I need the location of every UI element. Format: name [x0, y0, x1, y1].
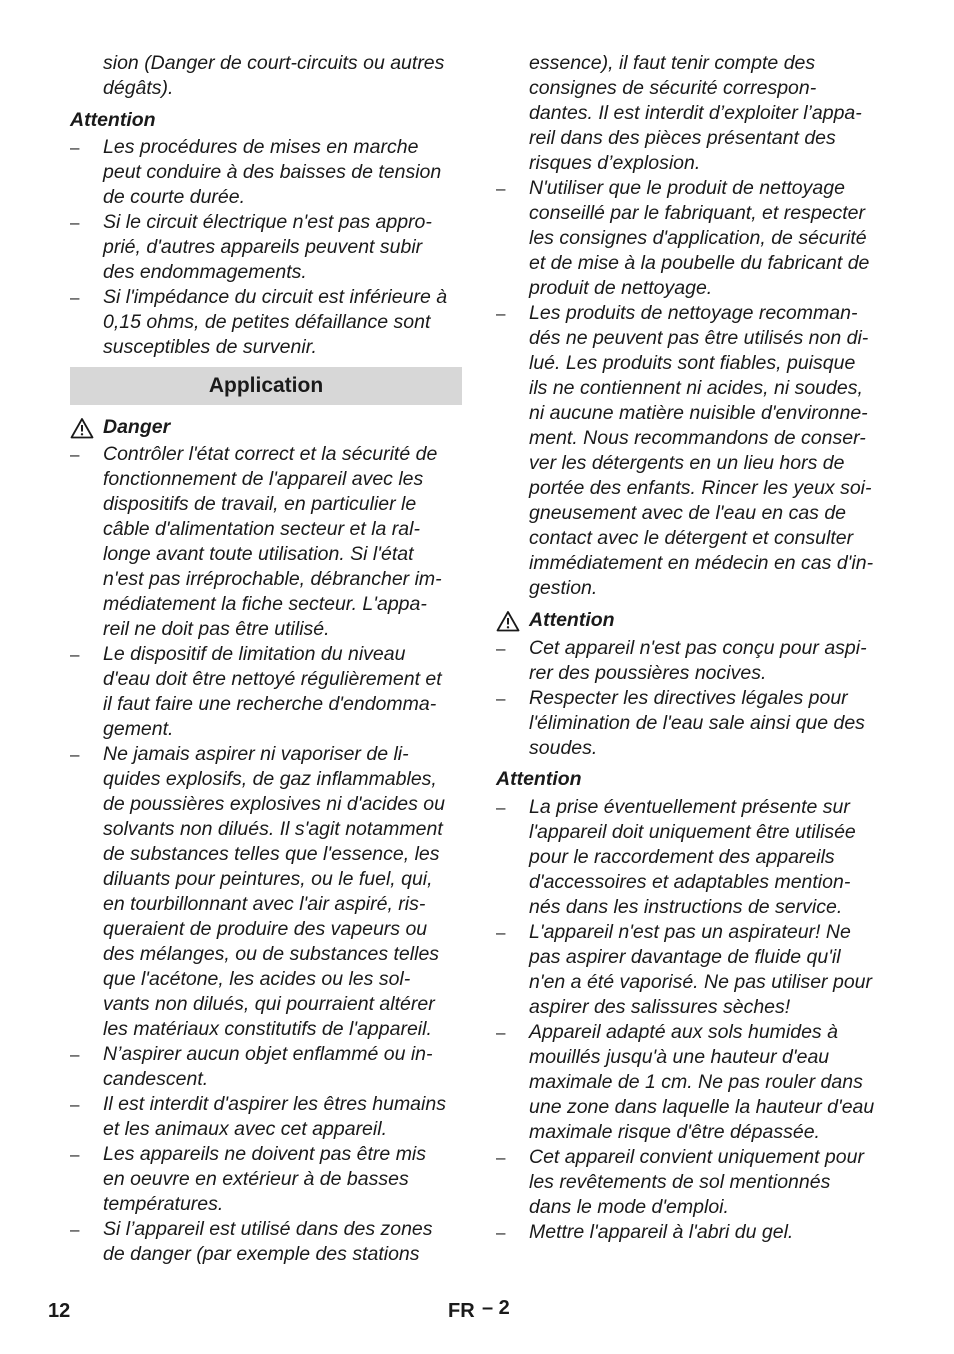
text-line: pas aspirer davantage de fluide qu'il	[529, 946, 841, 968]
text-line: sion (Danger de court-circuits ou autres	[103, 52, 445, 74]
attention-heading: Attention	[70, 109, 156, 131]
text-line: gement.	[103, 718, 174, 740]
text-line: diluants pour peintures, ou le fuel, qui,	[103, 868, 433, 890]
text-line: une zone dans laquelle la hauteur d'eau	[529, 1096, 875, 1118]
text-line: Cet appareil convient uniquement pour	[529, 1146, 864, 1168]
text-line: dantes. Il est interdit d’exploiter l’appa-	[529, 102, 862, 124]
text-line: gestion.	[529, 577, 598, 599]
text-line: reil ne doit pas être utilisé.	[103, 618, 330, 640]
text-line: peut conduire à des baisses de tension	[103, 161, 442, 183]
text-line: que l'acétone, les acides ou les sol-	[103, 968, 411, 990]
text-line: les consignes d'application, de sécurité	[529, 227, 867, 249]
text-line: Il est interdit d'aspirer les êtres humains	[103, 1093, 446, 1115]
bullet-dash: –	[70, 1045, 80, 1064]
bullet-dash: –	[496, 639, 506, 658]
text-line: prié, d'autres appareils peuvent subir	[103, 236, 423, 258]
bullet-dash: –	[496, 923, 506, 942]
text-line: n'est pas irréprochable, débrancher im-	[103, 568, 442, 590]
text-line: ment. Nous recommandons de conser-	[529, 427, 866, 449]
text-line: pour le raccordement des appareils	[529, 846, 835, 868]
text-line: N’aspirer aucun objet enflammé ou in-	[103, 1043, 433, 1065]
text-line: produit de nettoyage.	[529, 277, 713, 299]
text-line: essence), il faut tenir compte des	[529, 52, 816, 74]
text-line: et de mise à la poubelle du fabricant de	[529, 252, 870, 274]
bullet-dash: –	[70, 1145, 80, 1164]
language-code: FR	[448, 1300, 475, 1322]
text-line: d'accessoires et adaptables mention-	[529, 871, 851, 893]
warning-triangle-icon	[496, 610, 520, 632]
text-line: en tourbillonnant avec l'air aspiré, ris-	[103, 893, 426, 915]
text-line: ver les détergents en un lieu hors de	[529, 452, 845, 474]
bullet-dash: –	[70, 138, 80, 157]
text-line: gneusement avec de l'eau en cas de	[529, 502, 847, 524]
text-line: des mélanges, ou de substances telles	[103, 943, 440, 965]
text-line: Contrôler l'état correct et la sécurité de	[103, 443, 438, 465]
text-line: 0,15 ohms, de petites défaillance sont	[103, 311, 431, 333]
text-line: les matériaux constitutifs de l'appareil.	[103, 1018, 432, 1040]
text-line: températures.	[103, 1193, 224, 1215]
text-line: Mettre l'appareil à l'abri du gel.	[529, 1221, 794, 1243]
text-line: quides explosifs, de gaz inflammables,	[103, 768, 437, 790]
text-line: rer des poussières nocives.	[529, 662, 767, 684]
text-line: N'utiliser que le produit de nettoyage	[529, 177, 845, 199]
text-line: fonctionnement de l'appareil avec les	[103, 468, 424, 490]
text-line: les revêtements de sol mentionnés	[529, 1171, 831, 1193]
text-line: La prise éventuellement présente sur	[529, 796, 850, 818]
attention-heading: Attention	[496, 768, 582, 790]
text-line: immédiatement en médecin en cas d'in-	[529, 552, 874, 574]
text-line: câble d'alimentation secteur et la ral-	[103, 518, 420, 540]
text-line: soudes.	[529, 737, 598, 759]
text-line: L'appareil n'est pas un aspirateur! Ne	[529, 921, 851, 943]
bullet-dash: –	[70, 288, 80, 307]
bullet-dash: –	[496, 179, 506, 198]
text-line: de danger (par exemple des stations	[103, 1243, 420, 1265]
sub-page-number: – 2	[482, 1297, 510, 1319]
text-line: de courte durée.	[103, 186, 246, 208]
bullet-dash: –	[496, 1023, 506, 1042]
text-line: consignes de sécurité correspon-	[529, 77, 817, 99]
text-line: Cet appareil n'est pas conçu pour aspi-	[529, 637, 867, 659]
text-line: Si l'impédance du circuit est inférieure à	[103, 286, 448, 308]
text-line: n'en a été vaporisé. Ne pas utiliser pour	[529, 971, 873, 993]
text-line: nés dans les instructions de service.	[529, 896, 843, 918]
text-line: Les produits de nettoyage recomman-	[529, 302, 858, 324]
text-line: portée des enfants. Rincer les yeux soi-	[529, 477, 872, 499]
text-line: des endommagements.	[103, 261, 307, 283]
danger-heading: Danger	[103, 416, 171, 438]
text-line: ni aucune matière nuisible d'environne-	[529, 402, 868, 424]
text-line: dés ne peuvent pas être utilisés non di-	[529, 327, 869, 349]
text-line: dispositifs de travail, en particulier le	[103, 493, 417, 515]
text-line: aspirer des salissures sèches!	[529, 996, 791, 1018]
text-line: Ne jamais aspirer ni vaporiser de li-	[103, 743, 409, 765]
bullet-dash: –	[70, 213, 80, 232]
bullet-dash: –	[70, 645, 80, 664]
page-number: 12	[48, 1300, 71, 1322]
bullet-dash: –	[496, 798, 506, 817]
text-line: contact avec le détergent et consulter	[529, 527, 854, 549]
text-line: solvants non dilués. Il s'agit notamment	[103, 818, 443, 840]
bullet-dash: –	[70, 1095, 80, 1114]
text-line: dans le mode d'emploi.	[529, 1196, 729, 1218]
text-line: l'élimination de l'eau sale ainsi que des	[529, 712, 865, 734]
text-line: mouillés jusqu'à une hauteur d'eau	[529, 1046, 830, 1068]
bullet-dash: –	[70, 1220, 80, 1239]
bullet-dash: –	[70, 445, 80, 464]
text-line: candescent.	[103, 1068, 209, 1090]
text-line: Si l’appareil est utilisé dans des zones	[103, 1218, 433, 1240]
bullet-dash: –	[496, 304, 506, 323]
text-line: Appareil adapté aux sols humides à	[529, 1021, 838, 1043]
text-line: Respecter les directives légales pour	[529, 687, 848, 709]
text-line: maximale risque d'être dépassée.	[529, 1121, 820, 1143]
text-line: l'appareil doit uniquement être utilisée	[529, 821, 856, 843]
text-line: dégâts).	[103, 77, 174, 99]
text-line: de poussières explosives ni d'acides ou	[103, 793, 445, 815]
bullet-dash: –	[496, 1148, 506, 1167]
text-line: de substances telles que l'essence, les	[103, 843, 440, 865]
text-line: ils ne contiennent ni acides, ni soudes,	[529, 377, 863, 399]
text-line: reil dans des pièces présentant des	[529, 127, 836, 149]
text-line: risques d’explosion.	[529, 152, 701, 174]
text-line: en oeuvre en extérieur à de basses	[103, 1168, 409, 1190]
text-line: et les animaux avec cet appareil.	[103, 1118, 387, 1140]
text-line: vants non dilués, qui pourraient altérer	[103, 993, 435, 1015]
text-line: médiatement la fiche secteur. L'appa-	[103, 593, 427, 615]
bullet-dash: –	[496, 1223, 506, 1242]
bullet-dash: –	[70, 745, 80, 764]
text-line: conseillé par le fabriquant, et respecter	[529, 202, 866, 224]
text-line: Le dispositif de limitation du niveau	[103, 643, 406, 665]
text-line: lué. Les produits sont fiables, puisque	[529, 352, 856, 374]
bullet-dash: –	[496, 689, 506, 708]
attention-warning-heading: Attention	[529, 609, 615, 631]
text-line: longe avant toute utilisation. Si l'état	[103, 543, 414, 565]
text-line: queraient de produire des vapeurs ou	[103, 918, 428, 940]
text-line: maximale de 1 cm. Ne pas rouler dans	[529, 1071, 863, 1093]
text-line: susceptibles de survenir.	[103, 336, 317, 358]
text-line: Les procédures de mises en marche	[103, 136, 419, 158]
text-line: il faut faire une recherche d'endomma-	[103, 693, 437, 715]
text-line: d'eau doit être nettoyé régulièrement et	[103, 668, 442, 690]
text-line: Si le circuit électrique n'est pas appro-	[103, 211, 432, 233]
section-title-application: Application	[70, 367, 462, 405]
text-line: Les appareils ne doivent pas être mis	[103, 1143, 427, 1165]
warning-triangle-icon	[70, 417, 94, 439]
